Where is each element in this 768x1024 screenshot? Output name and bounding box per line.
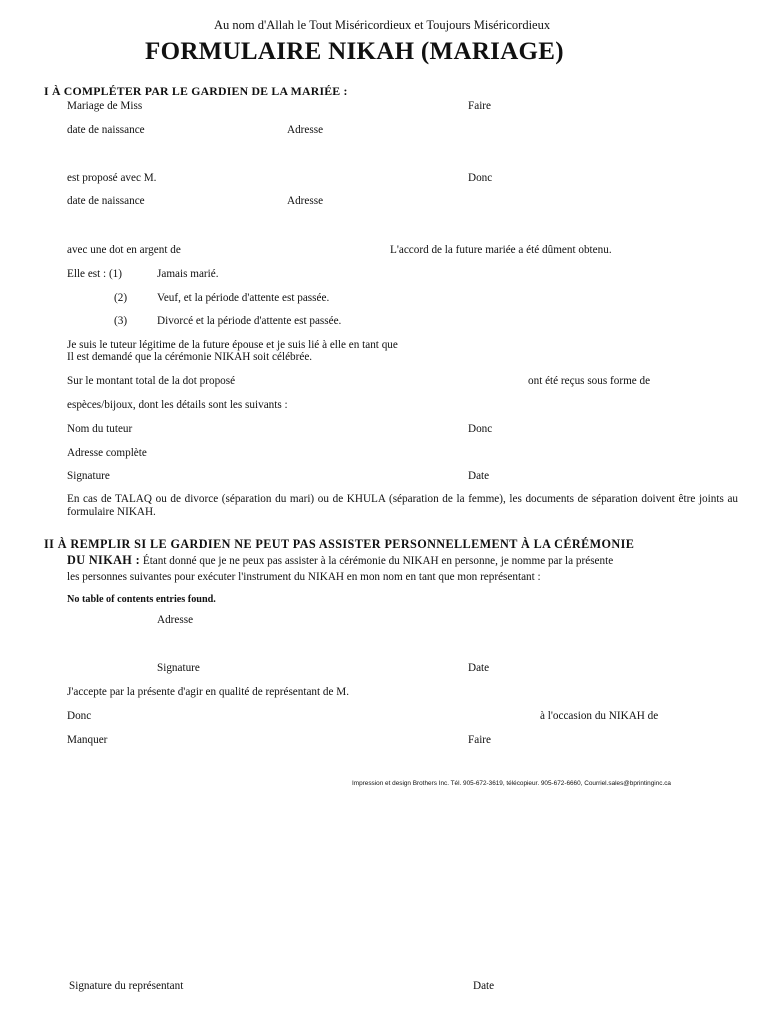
manquer-label: Manquer: [67, 734, 108, 746]
signature-label: Signature: [67, 470, 110, 482]
adresse-label-2: Adresse: [287, 195, 324, 207]
option-2-number: (2): [114, 292, 128, 304]
section2-date-label: Date: [468, 662, 490, 674]
montant-total-label: Sur le montant total de la dot proposé: [67, 375, 236, 387]
section2-donc-label: Donc: [67, 710, 92, 722]
section2-intro-line1: Étant donné que je ne peux pas assister à la cérémonie du NIKAH en personne, je nomme par la présente: [142, 555, 614, 567]
toc-note: No table of contents entries found.: [67, 594, 216, 605]
option-divorce: Divorcé et la période d'attente est passée.: [157, 315, 342, 327]
adresse-complete-label: Adresse complète: [67, 447, 147, 459]
section2-intro-line2: les personnes suivantes pour exécuter l'instrument du NIKAH en mon nom en tant que mon représentant :: [67, 571, 541, 583]
propose-avec-label: est proposé avec M.: [67, 172, 157, 184]
section2-adresse-label: Adresse: [157, 614, 194, 626]
option-3-number: (3): [114, 315, 128, 327]
section2-signature-label: Signature: [157, 662, 200, 674]
tuteur-statement-line2: Il est demandé que la cérémonie NIKAH soit célébrée.: [67, 351, 313, 363]
section2-heading-line2: DU NIKAH :: [67, 553, 141, 567]
dot-argent-label: avec une dot en argent de: [67, 244, 181, 256]
section2-intro-line1-wrap: [67, 554, 613, 568]
option-jamais-marie: Jamais marié.: [157, 268, 219, 280]
date-label: Date: [468, 470, 490, 482]
section1-heading: I À COMPLÉTER PAR LE GARDIEN DE LA MARIÉE :: [44, 84, 348, 98]
tuteur-statement-line1: Je suis le tuteur légitime de la future épouse et je suis lié à elle en tant que: [67, 339, 398, 351]
invocation-line: Au nom d'Allah le Tout Miséricordieux et Toujours Miséricordieux: [214, 18, 551, 32]
accepte-statement: J'accepte par la présente d'agir en qualité de représentant de M.: [67, 686, 350, 698]
printer-credit: Impression et design Brothers Inc. Tél. 905-672-3619, télécopieur. 905-672-6660, Courriel.sales@bprintinginc.ca: [352, 780, 671, 787]
signature-representant-label: Signature du représentant: [69, 980, 184, 992]
donc-label: Donc: [468, 172, 493, 184]
section2-faire-label: Faire: [468, 734, 491, 746]
option-veuf: Veuf, et la période d'attente est passée.: [157, 292, 330, 304]
footer-date-label: Date: [473, 980, 495, 992]
faire-label: Faire: [468, 100, 491, 112]
accord-text: L'accord de la future mariée a été dûment obtenu.: [390, 244, 612, 256]
talaq-note: En cas de TALAQ ou de divorce (séparation du mari) ou de KHULA (séparation de la femme), les documents de séparation doivent être joints au formulaire NIKAH.: [67, 493, 738, 518]
elle-est-label: Elle est : (1): [67, 268, 122, 280]
date-naissance-label: date de naissance: [67, 124, 145, 136]
occasion-nikah-label: à l'occasion du NIKAH de: [540, 710, 659, 722]
form-title: FORMULAIRE NIKAH (MARIAGE): [145, 38, 564, 65]
section2-heading-line1: II À REMPLIR SI LE GARDIEN NE PEUT PAS ASSISTER PERSONNELLEMENT À LA CÉRÉMONIE: [44, 537, 635, 551]
nom-tuteur-label: Nom du tuteur: [67, 423, 133, 435]
especes-bijoux-label: espèces/bijoux, dont les détails sont les suivants :: [67, 399, 288, 411]
adresse-label: Adresse: [287, 124, 324, 136]
mariage-de-miss-label: Mariage de Miss: [67, 100, 143, 112]
date-naissance-label-2: date de naissance: [67, 195, 145, 207]
donc-label-2: Donc: [468, 423, 493, 435]
ont-ete-recus-label: ont été reçus sous forme de: [528, 375, 651, 387]
